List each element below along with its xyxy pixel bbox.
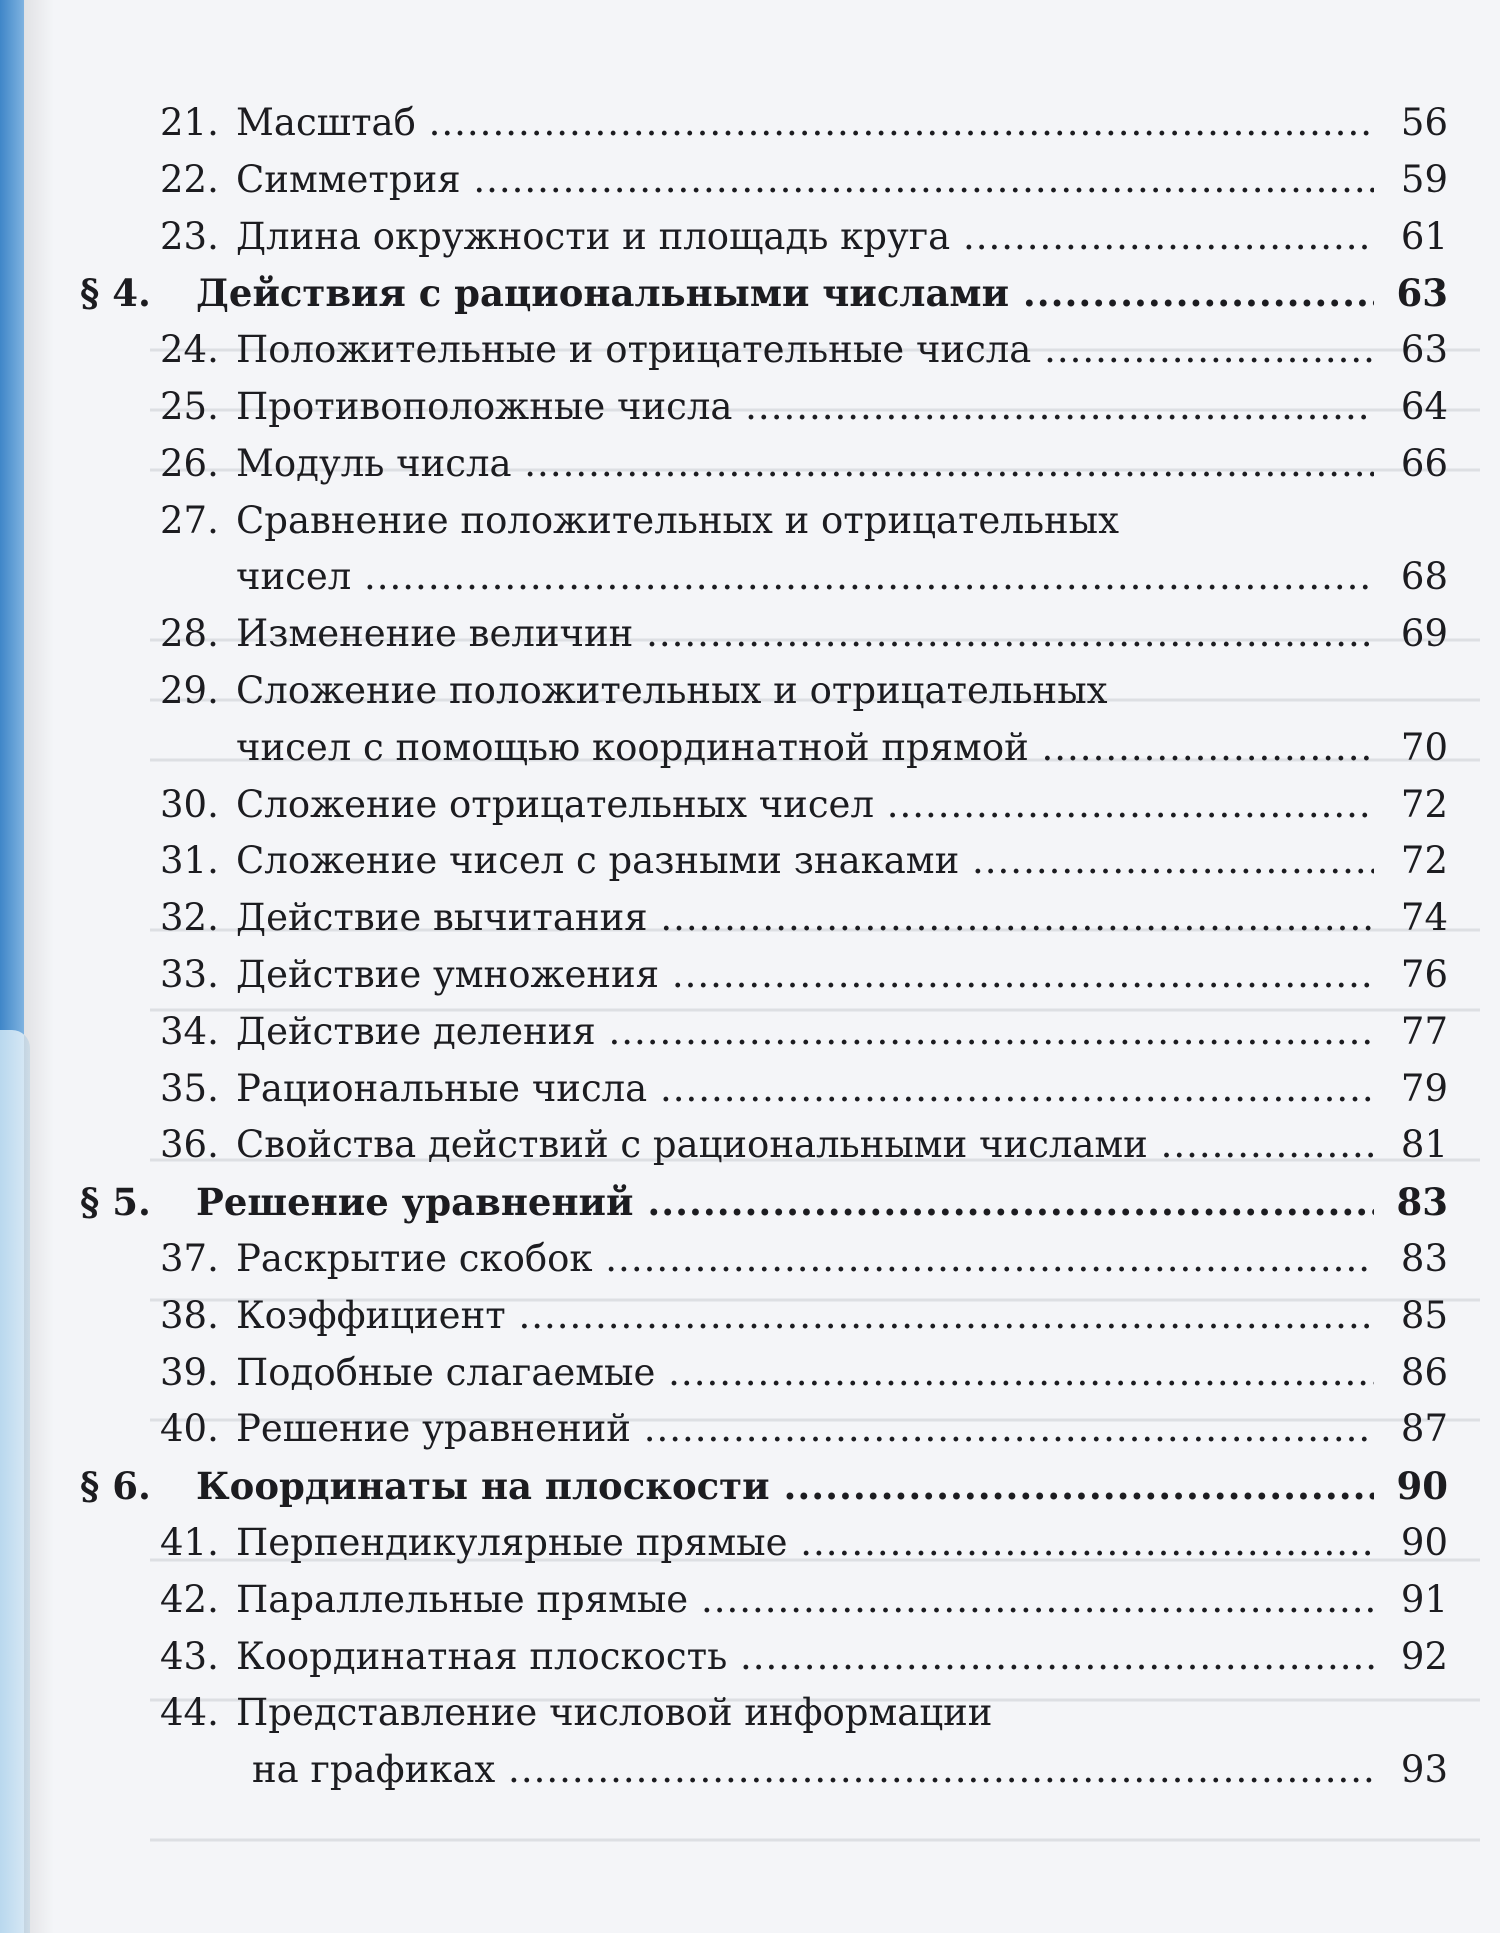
- topic-number: 44.: [160, 1691, 219, 1735]
- toc-entry: [0, 379, 1500, 435]
- topic-number: 29.: [160, 669, 219, 712]
- page-number: 76: [1400, 953, 1448, 996]
- toc-entry: [0, 1231, 1500, 1287]
- section-number: § 6.: [80, 1464, 151, 1509]
- toc-entry: [0, 95, 1500, 151]
- page-number: 56: [1400, 101, 1448, 144]
- page-number: 64: [1400, 385, 1448, 428]
- page-number: 91: [1400, 1577, 1448, 1621]
- section-title: Координаты на плоскости .....: [196, 1458, 1374, 1514]
- topic-title: Представление числовой информации: [236, 1691, 993, 1735]
- page-number: 72: [1400, 839, 1448, 883]
- toc-entry: [0, 720, 1500, 776]
- topic-title: Действие вычитания .....: [236, 890, 1374, 946]
- topic-title: Сложение отрицательных чисел .....: [236, 777, 1374, 833]
- topic-title: Сложение чисел с разными знаками .....: [236, 833, 1374, 889]
- topic-title: Действие деления .....: [236, 1004, 1374, 1060]
- topic-number: 31.: [160, 839, 219, 883]
- toc-entry: [0, 1117, 1500, 1173]
- topic-number: 27.: [160, 498, 219, 542]
- topic-number: 41.: [160, 1521, 219, 1564]
- page-number: 66: [1400, 441, 1448, 485]
- topic-number: 32.: [160, 896, 219, 940]
- section-number: § 4.: [80, 271, 151, 316]
- topic-number: 23.: [160, 214, 219, 258]
- toc-entry: [0, 663, 1500, 719]
- topic-title: чисел с помощью координатной прямой .....: [236, 720, 1374, 776]
- page-number: 69: [1400, 612, 1448, 656]
- topic-title: Модуль числа .....: [236, 436, 1374, 492]
- page-number: 72: [1400, 782, 1448, 826]
- toc-entry: [0, 1685, 1500, 1741]
- topic-number: 25.: [160, 385, 219, 428]
- toc-entry: [0, 1629, 1500, 1685]
- topic-title: Действие умножения .....: [236, 947, 1374, 1003]
- toc-entry: [0, 1004, 1500, 1060]
- topic-title: на графиках .....: [252, 1742, 1374, 1798]
- toc-entry: [0, 1515, 1500, 1571]
- toc-entry: [0, 322, 1500, 378]
- page-number: 68: [1400, 555, 1448, 599]
- page-number: 59: [1400, 157, 1448, 201]
- topic-title: Положительные и отрицательные числа .....: [236, 322, 1374, 378]
- topic-number: 28.: [160, 612, 219, 656]
- topic-number: 34.: [160, 1009, 219, 1053]
- topic-title: Длина окружности и площадь круга .....: [236, 209, 1374, 265]
- page-number: 81: [1400, 1123, 1448, 1167]
- toc-entry: [0, 1572, 1500, 1628]
- topic-title: Сложение положительных и отрицательных: [236, 669, 1108, 712]
- page-number: 74: [1400, 896, 1448, 940]
- page-number: 77: [1400, 1009, 1448, 1053]
- topic-title: Симметрия .....: [236, 152, 1374, 208]
- topic-number: 43.: [160, 1634, 219, 1678]
- page-number: 86: [1400, 1350, 1448, 1394]
- topic-title: Перпендикулярные прямые .....: [236, 1515, 1374, 1571]
- topic-number: 40.: [160, 1407, 219, 1451]
- toc-entry: [0, 1345, 1500, 1401]
- topic-number: 38.: [160, 1293, 219, 1337]
- topic-title: Параллельные прямые .....: [236, 1572, 1374, 1628]
- topic-number: 33.: [160, 953, 219, 996]
- toc-entry: [0, 890, 1500, 946]
- page-number: 63: [1396, 271, 1448, 316]
- page-number: 90: [1400, 1521, 1448, 1564]
- page-number: 61: [1400, 214, 1448, 258]
- topic-title: Сравнение положительных и отрицательных: [236, 498, 1119, 542]
- section-title: Решение уравнений .....: [196, 1174, 1374, 1230]
- topic-number: 42.: [160, 1577, 219, 1621]
- toc-entry: [0, 436, 1500, 492]
- toc-entry: [0, 1288, 1500, 1344]
- topic-title: Координатная плоскость .....: [236, 1629, 1374, 1685]
- topic-title: Противоположные числа .....: [236, 379, 1374, 435]
- page-number: 93: [1400, 1748, 1448, 1792]
- section-title: Действия с рациональными числами .....: [196, 265, 1374, 321]
- toc-section-entry: [0, 1174, 1500, 1230]
- page-number: 63: [1400, 328, 1448, 372]
- topic-number: 36.: [160, 1123, 219, 1167]
- topic-title: Подобные слагаемые .....: [236, 1345, 1374, 1401]
- toc-entry: [0, 1061, 1500, 1117]
- toc-entry: [0, 1742, 1500, 1798]
- topic-number: 26.: [160, 441, 219, 485]
- topic-title: Рациональные числа .....: [236, 1061, 1374, 1117]
- topic-title: Свойства действий с рациональными числами .....: [236, 1117, 1374, 1173]
- toc-entry: [0, 493, 1500, 549]
- topic-title: Раскрытие скобок .....: [236, 1231, 1374, 1287]
- topic-number: 39.: [160, 1350, 219, 1394]
- toc-section-entry: [0, 1458, 1500, 1514]
- topic-title: Решение уравнений .....: [236, 1401, 1374, 1457]
- page-number: 79: [1400, 1066, 1448, 1110]
- page-number: 87: [1400, 1407, 1448, 1451]
- topic-title: Масштаб .....: [236, 95, 1374, 151]
- topic-title: чисел .....: [236, 549, 1374, 605]
- page-number: 70: [1400, 725, 1448, 769]
- topic-number: 24.: [160, 328, 219, 372]
- topic-number: 35.: [160, 1066, 219, 1110]
- page-number: 83: [1396, 1180, 1448, 1225]
- topic-title: Изменение величин .....: [236, 606, 1374, 662]
- toc-entry: [0, 209, 1500, 265]
- toc-entry: [0, 833, 1500, 889]
- toc-entry: [0, 152, 1500, 208]
- topic-number: 21.: [160, 101, 219, 144]
- toc-entry: [0, 606, 1500, 662]
- toc-entry: [0, 777, 1500, 833]
- page-number: 90: [1396, 1464, 1448, 1509]
- toc-entry: [0, 1401, 1500, 1457]
- topic-number: 30.: [160, 782, 219, 826]
- topic-number: 22.: [160, 157, 219, 201]
- toc-entry: [0, 549, 1500, 605]
- page-number: 83: [1400, 1237, 1448, 1280]
- toc-entry: [0, 947, 1500, 1003]
- page-number: 92: [1400, 1634, 1448, 1678]
- page-number: 85: [1400, 1293, 1448, 1337]
- toc-section-entry: [0, 265, 1500, 321]
- topic-title: Коэффициент .....: [236, 1288, 1374, 1344]
- topic-number: 37.: [160, 1237, 219, 1280]
- section-number: § 5.: [80, 1180, 151, 1225]
